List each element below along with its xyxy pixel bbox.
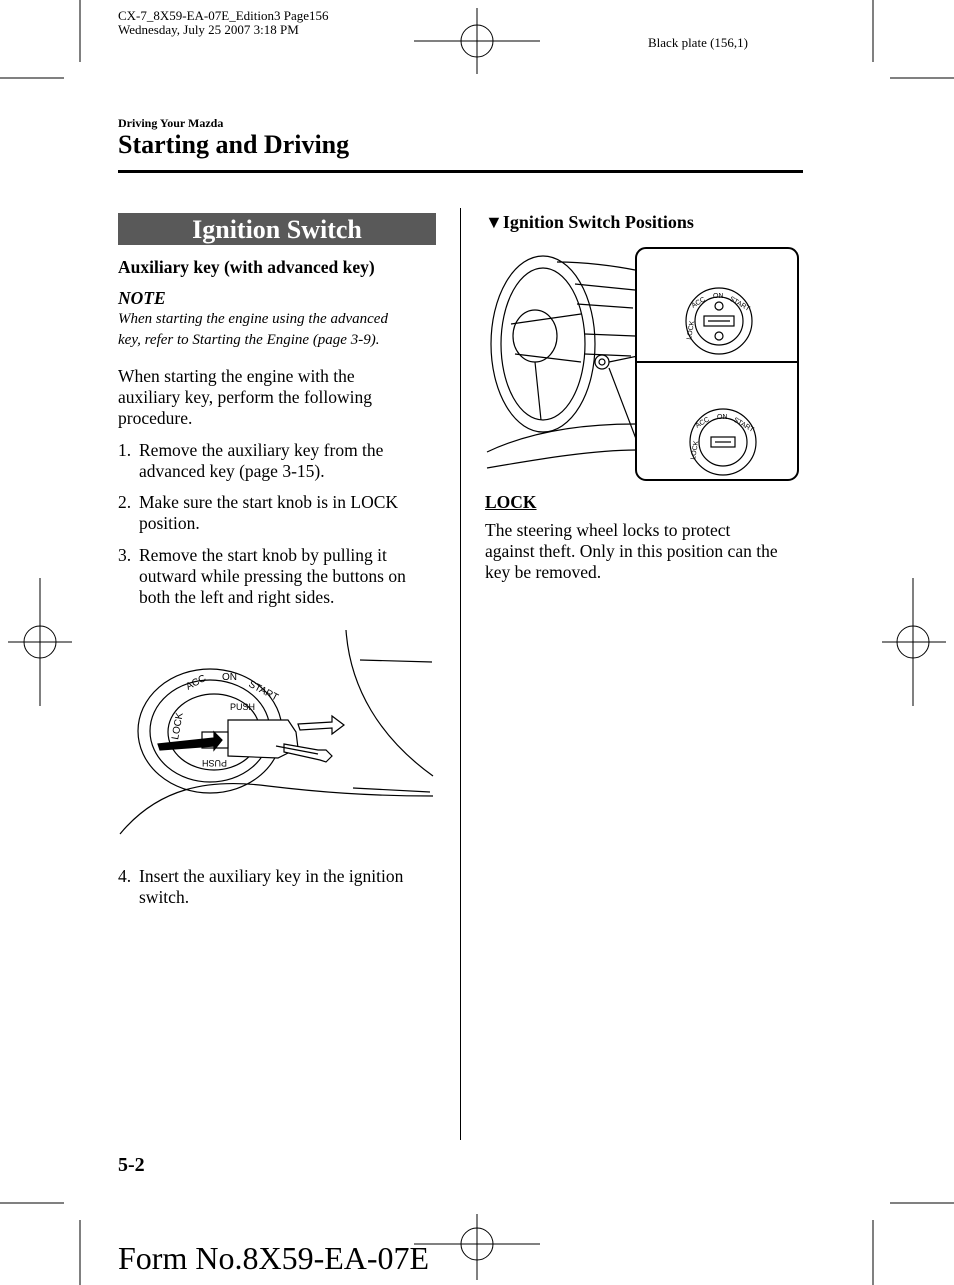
switch-bottom-label-lock: LOCK [690, 440, 701, 461]
knob-label-start: START [246, 678, 280, 704]
switch-bottom-label-acc: ACC [694, 416, 711, 430]
step-number: 1. [118, 440, 132, 460]
title-rule [118, 170, 803, 173]
start-knob-illustration [118, 628, 438, 843]
section-label: Driving Your Mazda [118, 116, 224, 130]
step-1 [118, 440, 448, 482]
form-number: Form No.8X59-EA-07E [118, 1240, 430, 1276]
switch-bottom-label-start: START [732, 416, 755, 434]
step-text: Insert the auxiliary key in the ignition [139, 866, 404, 886]
switch-top-label-acc: ACC [690, 296, 707, 310]
lock-text-line-1: The steering wheel locks to protect [485, 520, 731, 540]
lock-text-line-3: key be removed. [485, 562, 602, 582]
step-text: both the left and right sides. [139, 587, 335, 607]
page-number: 5-2 [118, 1154, 145, 1176]
triangle-marker-icon: ▼ [485, 212, 503, 232]
step-4 [118, 866, 448, 908]
intro-line-1: When starting the engine with the [118, 366, 355, 386]
step-text: Remove the start knob by pulling it [139, 545, 387, 565]
step-text: position. [139, 513, 200, 533]
step-text: outward while pressing the buttons on [139, 566, 406, 586]
knob-label-push-bottom: PUSH [201, 758, 227, 768]
note-label: NOTE [118, 288, 166, 308]
page-title: Starting and Driving [118, 130, 350, 159]
lock-text-line-2: against theft. Only in this position can the [485, 541, 778, 561]
ignition-switch-positions-heading [485, 212, 694, 233]
ignition-switch-positions-text: Ignition Switch Positions [502, 212, 694, 232]
column-divider [460, 208, 461, 1140]
switch-top-label-on: ON [713, 293, 724, 300]
print-header-plate: Black plate (156,1) [648, 35, 748, 50]
switch-top-label-lock: LOCK [686, 320, 697, 341]
print-header-line2: Wednesday, July 25 2007 3:18 PM [118, 22, 299, 37]
step-text: Remove the auxiliary key from the [139, 440, 384, 460]
switch-top-label-start: START [728, 295, 751, 313]
step-text: switch. [139, 887, 190, 907]
print-header-line1: CX-7_8X59-EA-07E_Edition3 Page156 [118, 8, 329, 23]
knob-label-acc: ACC [184, 673, 209, 693]
step-number: 2. [118, 492, 132, 512]
ignition-switch-banner: Ignition Switch [118, 213, 436, 245]
step-text: advanced key (page 3-15). [139, 461, 325, 481]
knob-label-on: ON [222, 672, 237, 683]
intro-line-3: procedure. [118, 408, 193, 428]
step-3 [118, 545, 448, 608]
step-number: 4. [118, 866, 132, 886]
note-line-1: When starting the engine using the advanced [118, 311, 388, 327]
switch-bottom-label-on: ON [717, 414, 728, 421]
auxiliary-key-subheading: Auxiliary key (with advanced key) [118, 257, 375, 277]
step-2 [118, 492, 448, 534]
step-number: 3. [118, 545, 132, 565]
intro-line-2: auxiliary key, perform the following [118, 387, 372, 407]
note-line-2: key, refer to Starting the Engine (page 3-9). [118, 332, 380, 348]
ignition-positions-illustration [485, 244, 803, 484]
lock-heading: LOCK [485, 492, 537, 512]
knob-label-push-top: PUSH [230, 702, 256, 712]
knob-label-lock: LOCK [170, 711, 186, 741]
step-text: Make sure the start knob is in LOCK [139, 492, 399, 512]
